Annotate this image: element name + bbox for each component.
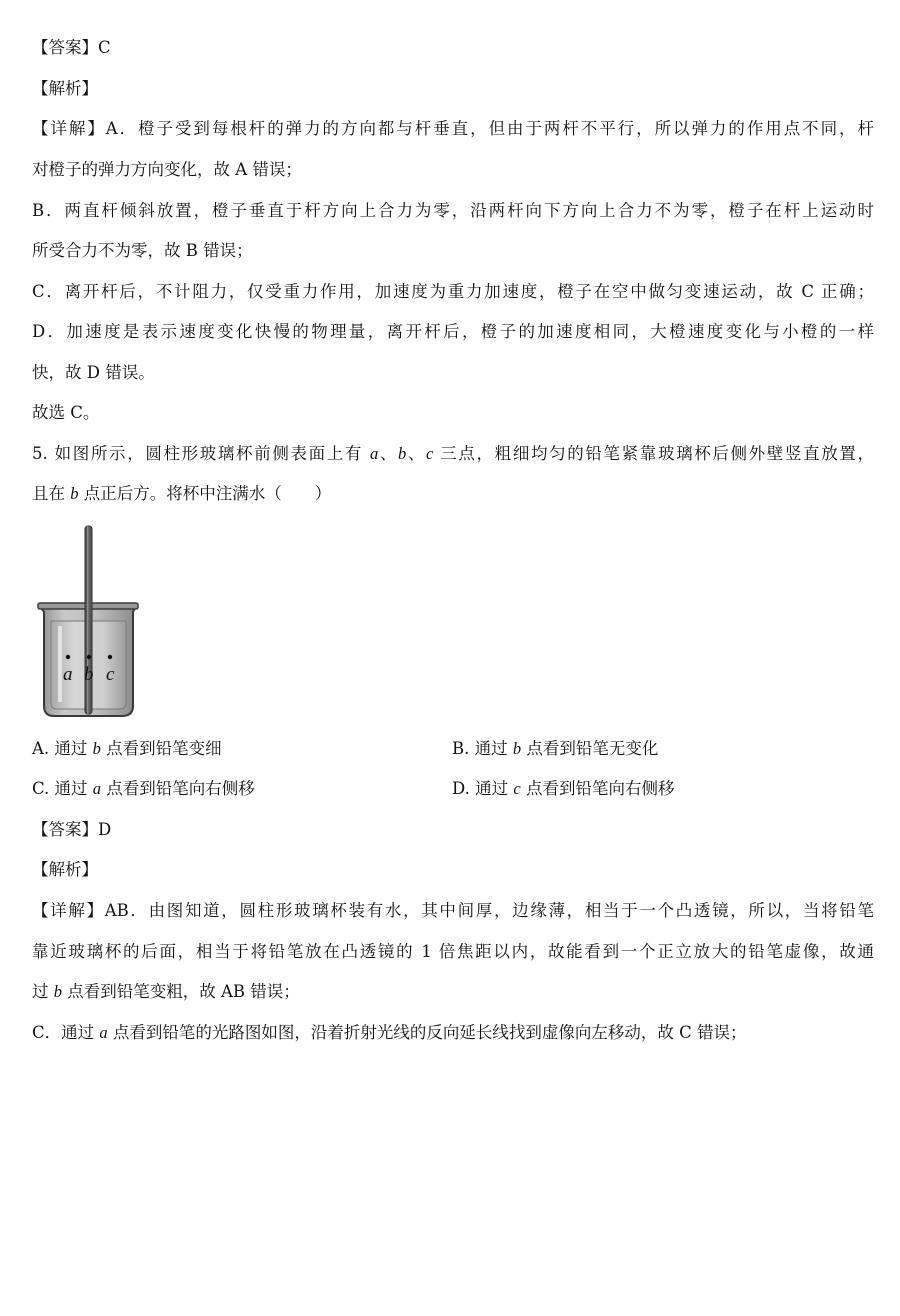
q5-detail-ab-line2: 靠近玻璃杯的后面，相当于将铅笔放在凸透镜的 1 倍焦距以内，故能看到一个正立放大的铅笔虚像，故通 bbox=[32, 942, 874, 961]
q5-detail-ab-line1: 【详解】AB．由图知道，圆柱形玻璃杯装有水，其中间厚，边缘薄，相当于一个凸透镜，所以，当将铅笔 bbox=[32, 901, 874, 920]
q5-option-c: C. 通过 a 点看到铅笔向右侧移 bbox=[32, 779, 255, 798]
point-c-label: c bbox=[106, 664, 115, 685]
q5-option-d: D. 通过 c 点看到铅笔向右侧移 bbox=[452, 779, 675, 798]
q4-detail-c-line1: C．离开杆后，不计阻力，仅受重力作用，加速度为重力加速度，橙子在空中做匀变速运动，故 C 正确； bbox=[32, 282, 874, 301]
point-b-label: b bbox=[84, 664, 94, 685]
q4-analysis-label: 【解析】 bbox=[32, 79, 98, 98]
q4-detail-a-line2: 对橙子的弹力方向变化，故 A 错误； bbox=[32, 160, 302, 179]
q4-detail-a-line1: 【详解】A．橙子受到每根杆的弹力的方向都与杆垂直，但由于两杆不平行，所以弹力的作用点不同，杆 bbox=[32, 119, 874, 138]
point-b-dot bbox=[87, 655, 91, 659]
q4-choose: 故选 C。 bbox=[32, 403, 100, 422]
beaker-pencil-figure bbox=[36, 520, 146, 720]
q4-answer: 【答案】C bbox=[32, 38, 111, 57]
q4-detail-b-line1: B．两直杆倾斜放置，橙子垂直于杆方向上合力为零，沿两杆向下方向上合力不为零，橙子在杆上运动时 bbox=[32, 201, 874, 220]
point-c-dot bbox=[108, 655, 112, 659]
q5-option-a: A. 通过 b 点看到铅笔变细 bbox=[32, 739, 222, 758]
q5-detail-c-line1: C．通过 a 点看到铅笔的光路图如图，沿着折射光线的反向延长线找到虚像向左移动，故 C 错误； bbox=[32, 1023, 747, 1042]
point-a-dot bbox=[66, 655, 70, 659]
q5-stem-line2: 且在 b 点正后方。将杯中注满水（ ） bbox=[32, 484, 332, 503]
q4-detail-d-line2: 快，故 D 错误。 bbox=[32, 363, 155, 382]
q5-option-b: B. 通过 b 点看到铅笔无变化 bbox=[452, 739, 659, 758]
q5-detail-ab-line3: 过 b 点看到铅笔变粗，故 AB 错误； bbox=[32, 982, 300, 1001]
q4-detail-d-line1: D．加速度是表示速度变化快慢的物理量，离开杆后，橙子的加速度相同，大橙速度变化与小橙的一样 bbox=[32, 322, 874, 341]
q5-answer: 【答案】D bbox=[32, 820, 112, 839]
q4-detail-b-line2: 所受合力不为零，故 B 错误； bbox=[32, 241, 253, 260]
q5-analysis-label: 【解析】 bbox=[32, 860, 98, 879]
q5-stem-line1: 5. 如图所示，圆柱形玻璃杯前侧表面上有 a、b、c 三点，粗细均匀的铅笔紧靠玻璃杯后侧外壁竖直放置， bbox=[32, 444, 875, 463]
point-a-label: a bbox=[63, 664, 73, 685]
